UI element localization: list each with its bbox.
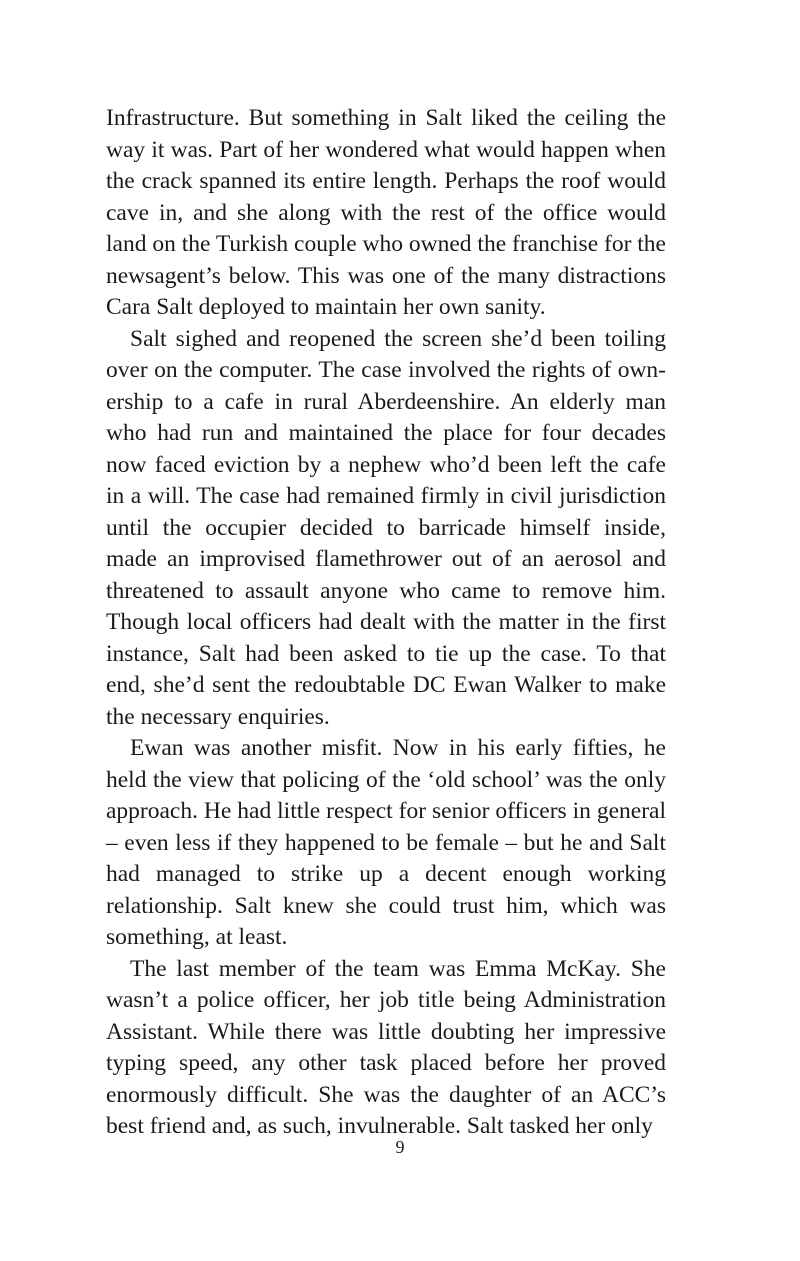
paragraph: The last member of the team was Emma McKay. She wasn’t a police officer, her job title being Administration Assistant. While there was little doubting her impressive typing speed, any other task placed before her proved enormously difficult. She was the daughter of an ACC’s best friend and, as such, invulnerable. Salt tasked her only bbox=[106, 955, 666, 1139]
paragraph: Salt sighed and reopened the screen she’d been toiling over on the computer. The case involved the rights of ownership to a cafe in rural Aberdeenshire. An elderly man who had run and maintained the place for four decades now faced eviction by a nephew who’d been left the cafe in a will. The case had remained firmly in civil jurisdiction until the occupier decided to barricade himself inside, made an improvised flamethrower out of an aerosol and threatened to assault anyone who came to remove him. Though local officers had dealt with the matter in the first instance, Salt had been asked to tie up the case. To that end, she’d sent the redoubtable DC Ewan Walker to make the necessary enquiries. bbox=[106, 325, 666, 730]
page-number: 9 bbox=[395, 1137, 405, 1157]
paragraph: Ewan was another misfit. Now in his early fifties, he held the view that policing of the ‘old school’ was the only approach. He had little respect for senior officers in general – even less if they happened to be female – but he and Salt had managed to strike up a decent enough working relationship. Salt knew she could trust him, which was something, at least. bbox=[106, 735, 666, 950]
body-text bbox=[106, 103, 666, 1143]
paragraph-continued: Infrastructure. But something in Salt liked the ceiling the way it was. Part of her wondered what would happen when the crack spanned its entire length. Perhaps the roof would cave in, and she along with the rest of the office would land on the Turkish couple who owned the franchise for the newsagent’s below. This was one of the many distractions Cara Salt deployed to maintain her own sanity. bbox=[106, 105, 666, 320]
